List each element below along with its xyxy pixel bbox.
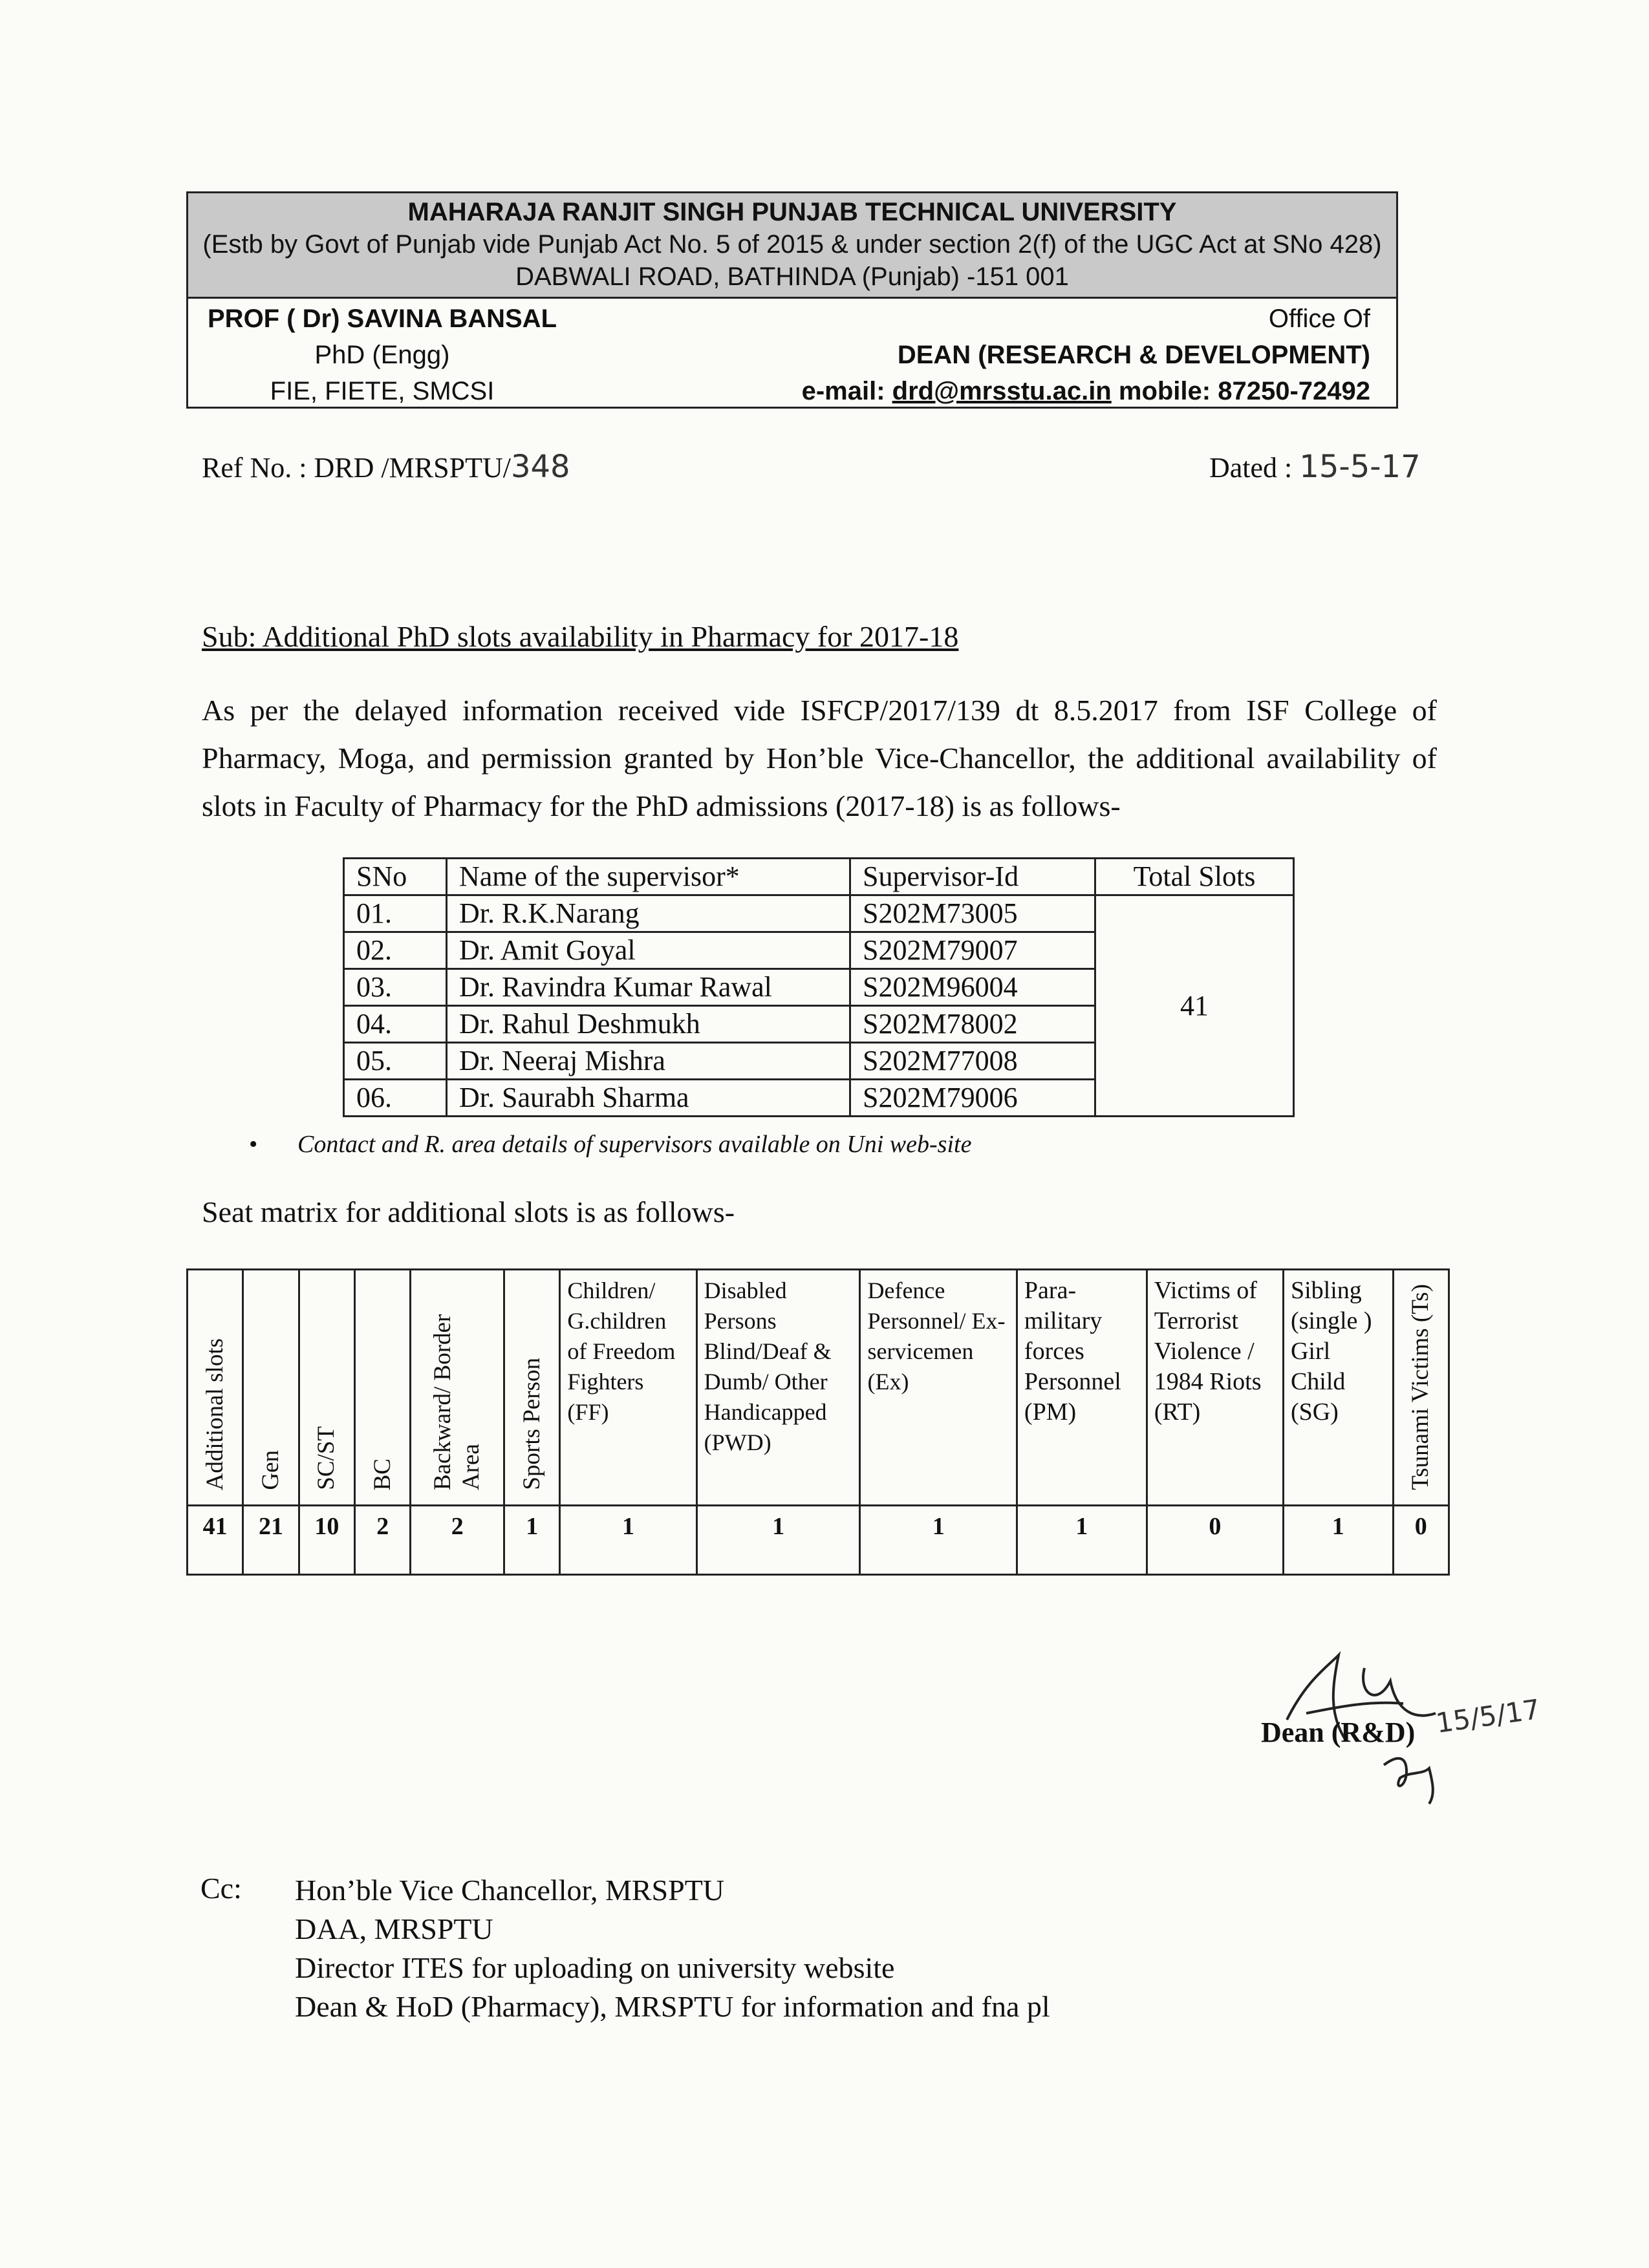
sno-cell: 05. (344, 1043, 447, 1080)
value-victims-terrorist: 0 (1147, 1506, 1283, 1575)
signatory-title: Dean (R&D) (1261, 1717, 1416, 1748)
sender-memberships: FIE, FIETE, SMCSI (270, 377, 495, 405)
supervisor-id-cell: S202M96004 (850, 969, 1095, 1006)
value-gen: 21 (243, 1506, 299, 1575)
header-para-military: Para-military forces Personnel (PM) (1017, 1270, 1147, 1506)
sno-cell: 04. (344, 1006, 447, 1043)
bullet-icon: • (249, 1131, 258, 1158)
header-gen: Gen (243, 1270, 299, 1506)
header-sno: SNo (344, 859, 447, 895)
supervisor-id-cell: S202M79006 (850, 1080, 1095, 1117)
header-bc: BC (355, 1270, 411, 1506)
ref-label: Ref No. : DRD /MRSPTU/ (202, 452, 511, 484)
sender-degree: PhD (Engg) (314, 341, 450, 369)
letterhead (186, 191, 1398, 409)
value-additional-slots: 41 (188, 1506, 243, 1575)
header-total-slots: Total Slots (1095, 859, 1294, 895)
supervisor-id-cell: S202M78002 (850, 1006, 1095, 1043)
header-supervisor-name: Name of the supervisor* (447, 859, 850, 895)
total-slots-cell: 41 (1095, 895, 1294, 1117)
supervisor-id-cell: S202M73005 (850, 895, 1095, 932)
value-bc: 2 (355, 1506, 411, 1575)
value-sibling-girl-child: 1 (1283, 1506, 1393, 1575)
supervisor-name-cell: Dr. Saurabh Sharma (447, 1080, 850, 1117)
body-paragraph: As per the delayed information received vide ISFCP/2017/139 dt 8.5.2017 from ISF College of Pharmacy, Moga, and permission granted by Hon’ble Vice-Chancellor, the additional availability of slots in Faculty of Pharmacy for the PhD admissions (2017-18) is as follows- (202, 694, 1437, 822)
header-sibling-girl-child: Sibling (single ) Girl Child (SG) (1283, 1270, 1393, 1506)
header-supervisor-id: Supervisor-Id (850, 859, 1095, 895)
supervisor-name-cell: Dr. Ravindra Kumar Rawal (447, 969, 850, 1006)
office-block (788, 301, 1370, 409)
sender-name: PROF ( Dr) SAVINA BANSAL (208, 305, 557, 333)
seat-matrix-values-row (188, 1506, 1449, 1575)
cc-item: Hon’ble Vice Chancellor, MRSPTU (295, 1874, 725, 1907)
office-title: DEAN (RESEARCH & DEVELOPMENT) (897, 341, 1370, 369)
signature-date-handwritten: 15/5/17 (1434, 1693, 1542, 1740)
subject-line (202, 619, 958, 654)
value-defence-personnel: 1 (860, 1506, 1017, 1575)
value-sports-person: 1 (504, 1506, 560, 1575)
subject-text: Sub: Additional PhD slots availability in Pharmacy for 2017-18 (202, 620, 959, 653)
cc-item: Director ITES for uploading on university website (295, 1951, 895, 1984)
sno-cell: 02. (344, 932, 447, 969)
cc-label: Cc: (200, 1872, 242, 1905)
email-label: e-mail: (801, 377, 885, 405)
value-sc-st: 10 (299, 1506, 354, 1575)
supervisor-name-cell: Dr. Amit Goyal (447, 932, 850, 969)
header-disabled-persons: Disabled Persons Blind/Deaf & Dumb/ Other Handicapped (PWD) (696, 1270, 860, 1506)
supervisor-id-cell: S202M77008 (850, 1043, 1095, 1080)
header-victims-terrorist: Victims of Terrorist Violence / 1984 Riots (RT) (1147, 1270, 1283, 1506)
letterhead-banner (188, 193, 1396, 299)
header-defence-personnel: Defence Personnel/ Ex-servicemen (Ex) (860, 1270, 1017, 1506)
cc-list (295, 1871, 1050, 2026)
university-address: DABWALI ROAD, BATHINDA (Punjab) -151 001 (515, 262, 1069, 291)
supervisor-table (343, 857, 1295, 1117)
contact-line (788, 373, 1370, 409)
header-freedom-fighters: Children/ G.children of Freedom Fighters (FF) (560, 1270, 696, 1506)
office-of-label: Office Of (1268, 305, 1370, 333)
university-name: MAHARAJA RANJIT SINGH PUNJAB TECHNICAL UNIVERSITY (407, 198, 1177, 226)
table-header-row (344, 859, 1294, 895)
supervisor-name-cell: Dr. Rahul Deshmukh (447, 1006, 850, 1043)
establishment-note: (Estb by Govt of Punjab vide Punjab Act No. 5 of 2015 & under section 2(f) of the UGC Act at SNo 428) (202, 230, 1382, 259)
ref-number-handwritten: 348 (510, 449, 570, 485)
supervisor-name-cell: Dr. R.K.Narang (447, 895, 850, 932)
value-freedom-fighters: 1 (560, 1506, 696, 1575)
value-backward-border: 2 (411, 1506, 504, 1575)
value-para-military: 1 (1017, 1506, 1147, 1575)
sno-cell: 03. (344, 969, 447, 1006)
cc-item: DAA, MRSPTU (295, 1912, 493, 1945)
header-backward-border: Backward/ Border Area (411, 1270, 504, 1506)
date-line (1209, 447, 1421, 487)
value-disabled-persons: 1 (696, 1506, 860, 1575)
sno-cell: 01. (344, 895, 447, 932)
dated-label: Dated : (1209, 452, 1293, 484)
seat-matrix-table (186, 1268, 1450, 1576)
header-additional-slots: Additional slots (188, 1270, 243, 1506)
date-handwritten: 15-5-17 (1299, 449, 1421, 485)
cc-item: Dean & HoD (Pharmacy), MRSPTU for information and fna pl (295, 1990, 1050, 2023)
sno-cell: 06. (344, 1080, 447, 1117)
email-link[interactable]: drd@mrsstu.ac.in (892, 377, 1112, 405)
supervisor-name-cell: Dr. Neeraj Mishra (447, 1043, 850, 1080)
table-row (344, 895, 1294, 932)
seat-matrix-intro: Seat matrix for additional slots is as follows- (202, 1195, 735, 1228)
header-tsunami-victims: Tsunami Victims (Ts) (1393, 1270, 1449, 1506)
reference-line (202, 447, 570, 487)
header-sports-person: Sports Person (504, 1270, 560, 1506)
supervisor-id-cell: S202M79007 (850, 932, 1095, 969)
sender-block (208, 301, 790, 409)
header-sc-st: SC/ST (299, 1270, 354, 1506)
mobile-number: mobile: 87250-72492 (1118, 377, 1370, 405)
value-tsunami-victims: 0 (1393, 1506, 1449, 1575)
seat-matrix-header-row (188, 1270, 1449, 1506)
supervisor-note: Contact and R. area details of supervisors available on Uni web-site (297, 1131, 972, 1158)
